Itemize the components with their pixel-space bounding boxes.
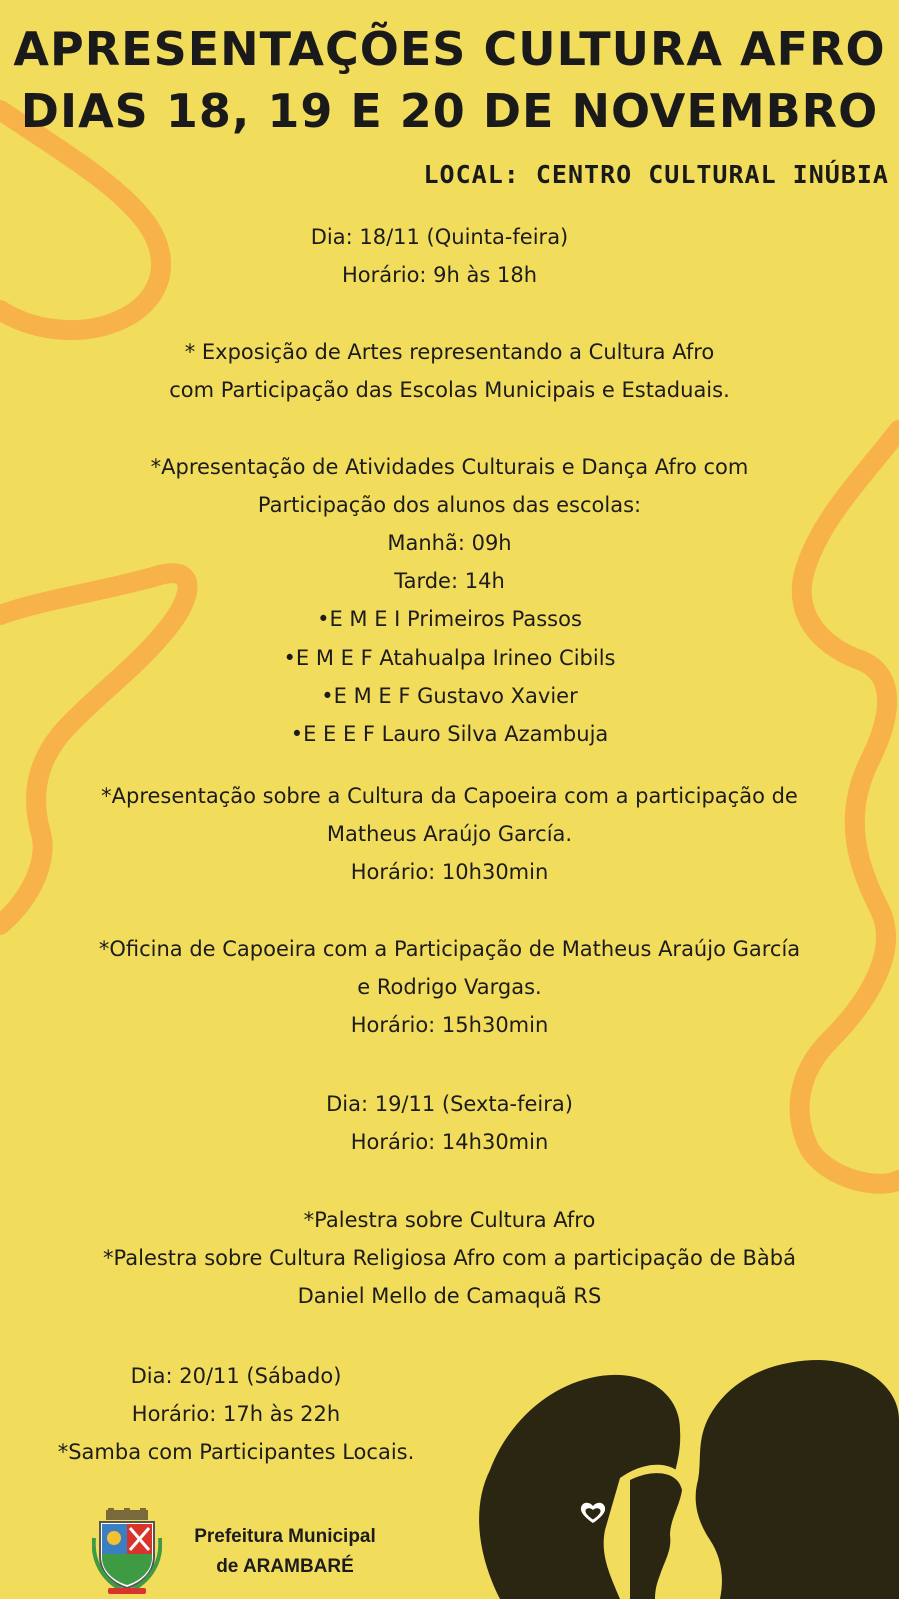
capoeira-line-2: Matheus Araújo García. <box>326 822 573 846</box>
exposicao-line-1: * Exposição de Artes representando a Cultura Afro <box>184 340 715 364</box>
apresentacao-line-1: *Apresentação de Atividades Culturais e Dança Afro com <box>150 455 749 479</box>
prefeitura-name-line-1: Prefeitura Municipal <box>194 1526 376 1547</box>
title-line-2: DIAS 18, 19 E 20 DE NOVEMBRO <box>20 84 879 138</box>
school-item: •E M E F Atahualpa Irineo Cibils <box>283 646 616 670</box>
day19-date: Dia: 19/11 (Sexta-feira) <box>326 1092 573 1116</box>
oficina-line-2: e Rodrigo Vargas. <box>357 975 542 999</box>
city-crest-logo <box>92 1508 162 1594</box>
day20-samba: *Samba com Participantes Locais. <box>57 1440 415 1464</box>
palestra-line-2: *Palestra sobre Cultura Religiosa Afro com a participação de Bàbá <box>103 1246 796 1270</box>
day20-date: Dia: 20/11 (Sábado) <box>130 1364 342 1388</box>
title-line-1: APRESENTAÇÕES CULTURA AFRO <box>13 22 886 76</box>
palestra-line-1: *Palestra sobre Cultura Afro <box>303 1208 596 1232</box>
exposicao-line-2: com Participação das Escolas Municipais e Estaduais. <box>169 378 730 402</box>
oficina-time: Horário: 15h30min <box>350 1013 549 1037</box>
location-label: LOCAL: CENTRO CULTURAL INÚBIA <box>423 160 889 189</box>
prefeitura-name-line-2: de ARAMBARÉ <box>216 1556 354 1577</box>
capoeira-time: Horário: 10h30min <box>350 860 549 884</box>
day18-time: Horário: 9h às 18h <box>341 263 538 287</box>
oficina-line-1: *Oficina de Capoeira com a Participação de Matheus Araújo García <box>98 937 801 961</box>
tarde-time: Tarde: 14h <box>394 569 505 593</box>
school-item: •E M E I Primeiros Passos <box>317 607 582 631</box>
afro-silhouettes-illustration <box>470 1360 899 1599</box>
day20-time: Horário: 17h às 22h <box>131 1402 341 1426</box>
school-item: •E E E F Lauro Silva Azambuja <box>290 722 609 746</box>
day18-date: Dia: 18/11 (Quinta-feira) <box>310 225 569 249</box>
capoeira-line-1: *Apresentação sobre a Cultura da Capoeira com a participação de <box>101 784 798 808</box>
manha-time: Manhã: 09h <box>387 531 512 555</box>
palestra-line-3: Daniel Mello de Camaquã RS <box>297 1284 602 1308</box>
apresentacao-line-2: Participação dos alunos das escolas: <box>257 493 642 517</box>
school-item: •E M E F Gustavo Xavier <box>321 684 578 708</box>
day19-time: Horário: 14h30min <box>350 1130 549 1154</box>
